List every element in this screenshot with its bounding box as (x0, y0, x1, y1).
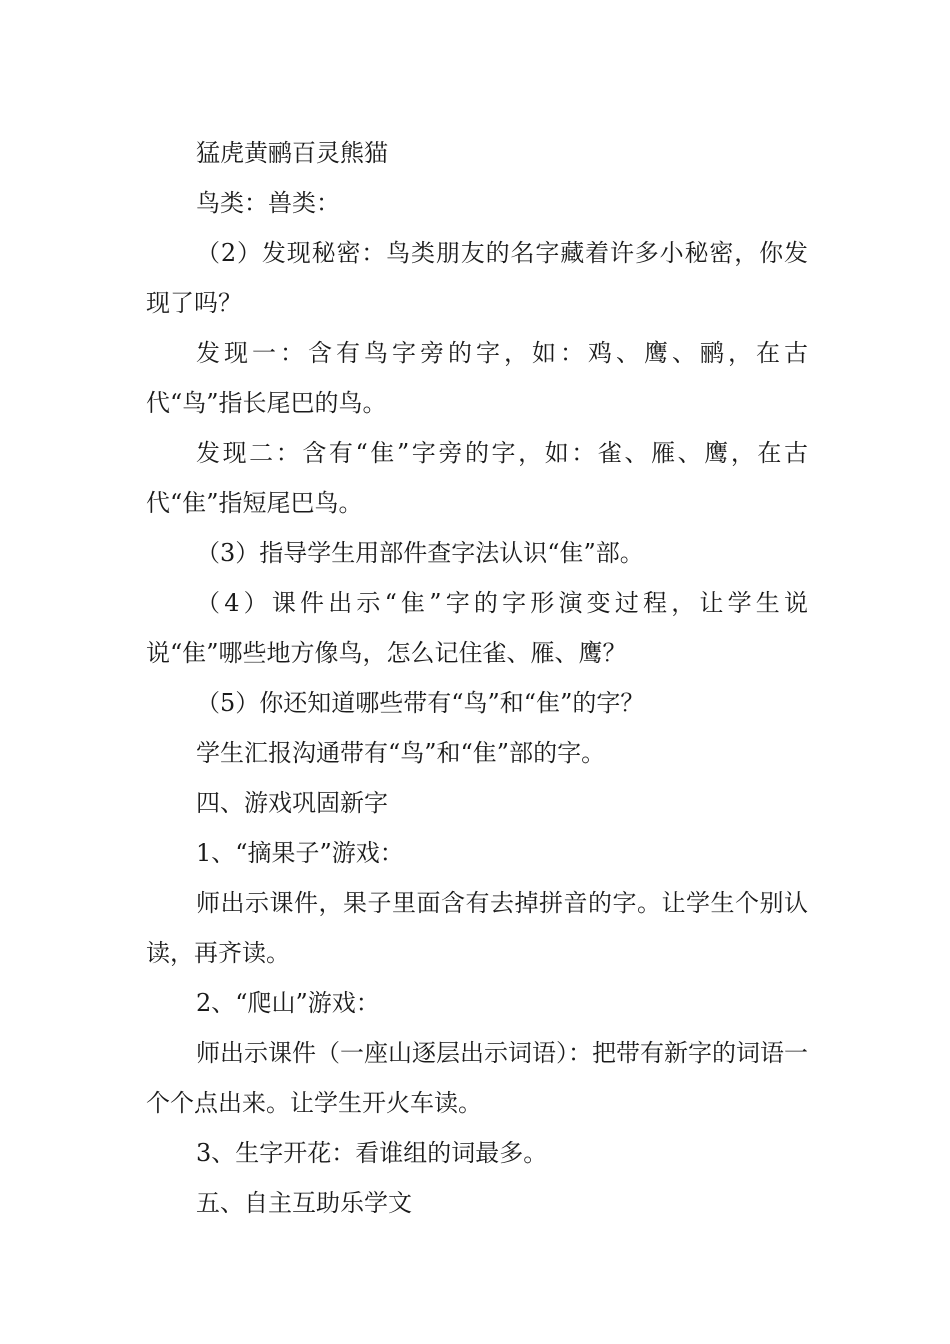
paragraph-game-2: 2、“爬山”游戏： (196, 989, 380, 1017)
paragraph-game-1-desc: 师出示课件，果子里面含有去掉拼音的字。让学生个别认读，再齐读。 (146, 889, 808, 967)
paragraph-step-4: （4）课件出示“隹”字的字形演变过程，让学生说说“隹”哪些地方像鸟，怎么记住雀、雁、鹰？ (146, 589, 808, 667)
paragraph-discovery-two: 发现二：含有“隹”字旁的字，如：雀、雁、鹰，在古代“隹”指短尾巴鸟。 (146, 439, 808, 517)
paragraph-animal-words: 猛虎黄鹂百灵熊猫 (196, 139, 388, 167)
paragraph-game-1: 1、“摘果子”游戏： (196, 839, 404, 867)
paragraph-step-3: （3）指导学生用部件查字法认识“隹”部。 (196, 539, 644, 567)
paragraph-student-report: 学生汇报沟通带有“鸟”和“隹”部的字。 (196, 739, 606, 767)
section-heading-4: 四、游戏巩固新字 (196, 789, 388, 817)
paragraph-discover-secret: （2）发现秘密：鸟类朋友的名字藏着许多小秘密，你发现了吗？ (146, 239, 808, 317)
section-heading-5: 五、自主互助乐学文 (196, 1189, 412, 1217)
paragraph-categories: 鸟类：兽类： (196, 189, 340, 217)
document-body (146, 128, 808, 1228)
paragraph-game-2-desc: 师出示课件（一座山逐层出示词语）：把带有新字的词语一个个点出来。让学生开火车读。 (146, 1039, 808, 1117)
paragraph-step-5: （5）你还知道哪些带有“鸟”和“隹”的字？ (196, 689, 645, 717)
paragraph-discovery-one: 发现一：含有鸟字旁的字，如：鸡、鹰、鹂，在古代“鸟”指长尾巴的鸟。 (146, 339, 808, 417)
paragraph-game-3: 3、生字开花：看谁组的词最多。 (196, 1139, 548, 1167)
